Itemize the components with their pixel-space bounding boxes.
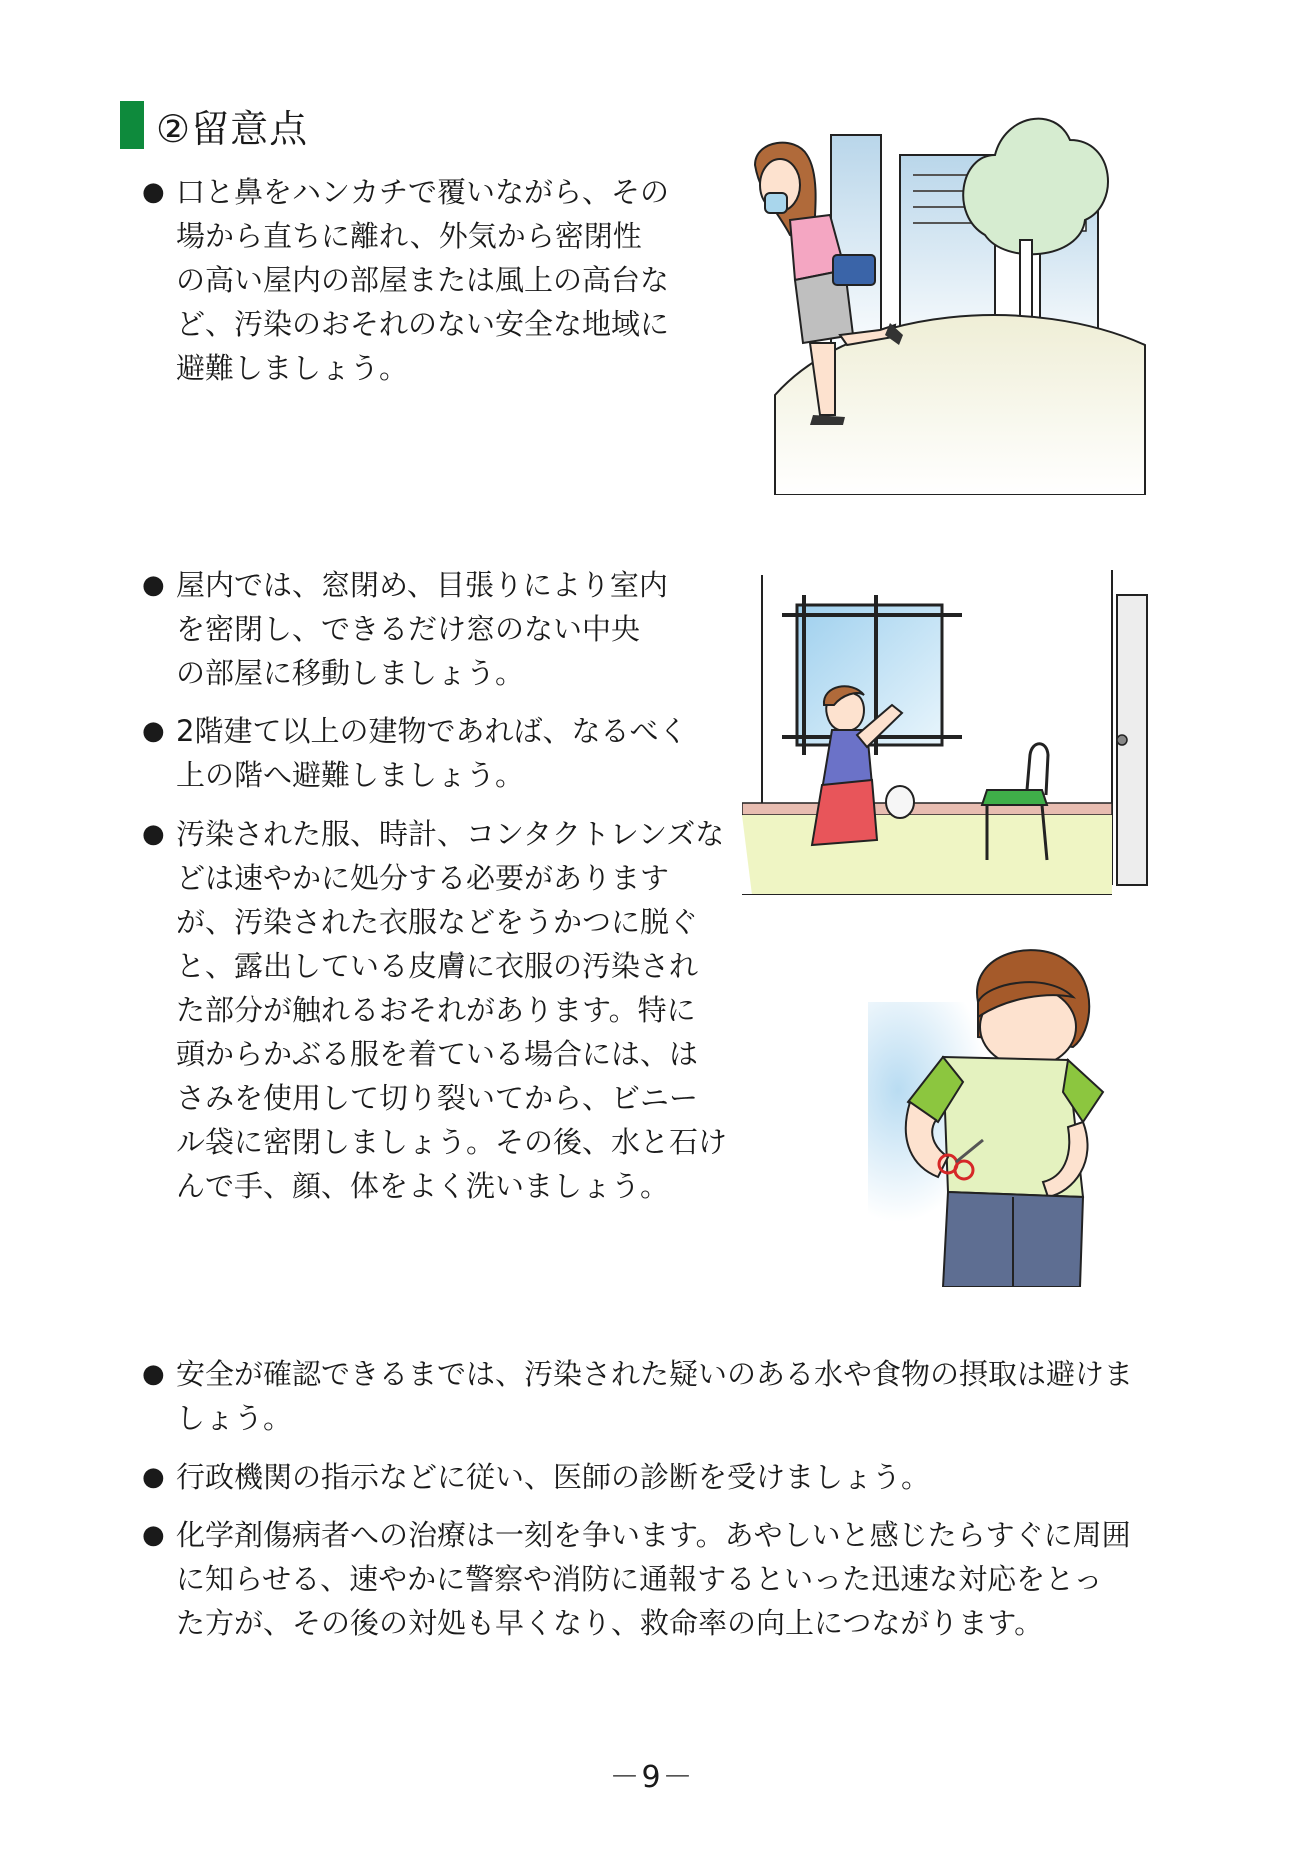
- bullet-text: 化学剤傷病者への治療は一刻を争います。あやしいと感じたらすぐに周囲 に知らせる、速やかに警察や消防に通報するといった迅速な対応をとっ た方が、その後の対処も早くなり、救命率の向上につながります。: [176, 1518, 1131, 1640]
- bullet-treatment: [142, 1513, 1242, 1645]
- bullet-text: 汚染された服、時計、コンタクトレンズな どは速やかに処分する必要があります が、汚染された衣服などをうかつに脱ぐ と、露出している皮膚に衣服の汚染され た部分が触れるおそれがあります。特に 頭からかぶる服を着ている場合には、は さみを使用して切り裂いてから、ビニー ル袋に密閉しましょう。その後、水と石け んで手、顔、体をよく洗いましょう。: [176, 817, 728, 1203]
- bullet-mark: ●: [142, 716, 165, 746]
- illustration-woman-evacuating: [735, 95, 1155, 495]
- bullet-mark: ●: [142, 1462, 165, 1492]
- bullet-text: 安全が確認できるまでは、汚染された疑いのある水や食物の摂取は避けま しょう。: [176, 1357, 1134, 1435]
- bullet-text: 口と鼻をハンカチで覆いながら、その 場から直ちに離れ、外気から密閉性 の高い屋内の部屋または風上の高台な ど、汚染のおそれのない安全な地域に 避難しましょう。: [176, 175, 670, 385]
- illustration-sealing-window: [742, 555, 1160, 895]
- bullet-mark: ●: [142, 1520, 165, 1550]
- bullet-food-water: [142, 1352, 1222, 1440]
- bullet-text: 行政機関の指示などに従い、医師の診断を受けましょう。: [176, 1460, 931, 1494]
- bullet-mark: ●: [142, 1359, 165, 1389]
- bullet-seal-room: [142, 563, 732, 695]
- bullet-clothing: [142, 812, 732, 1208]
- page-number: －9－: [609, 1760, 695, 1795]
- section-heading: [120, 100, 308, 150]
- bullet-text: 2階建て以上の建物であれば、なるべく 上の階へ避難しましょう。: [176, 714, 688, 792]
- bullet-upper-floor: [142, 709, 732, 797]
- section-title: ②留意点: [156, 106, 309, 151]
- bullet-mark: ●: [142, 570, 165, 600]
- section-marker: [120, 101, 144, 149]
- illustration-cutting-clothes: [868, 942, 1128, 1287]
- bullet-mark: ●: [142, 819, 165, 849]
- bullet-medical: [142, 1455, 1222, 1499]
- bullet-mark: ●: [142, 177, 165, 207]
- bullet-text: 屋内では、窓閉め、目張りにより室内 を密閉し、できるだけ窓のない中央 の部屋に移動しましょう。: [176, 568, 668, 690]
- bullet-evacuate: [142, 170, 732, 390]
